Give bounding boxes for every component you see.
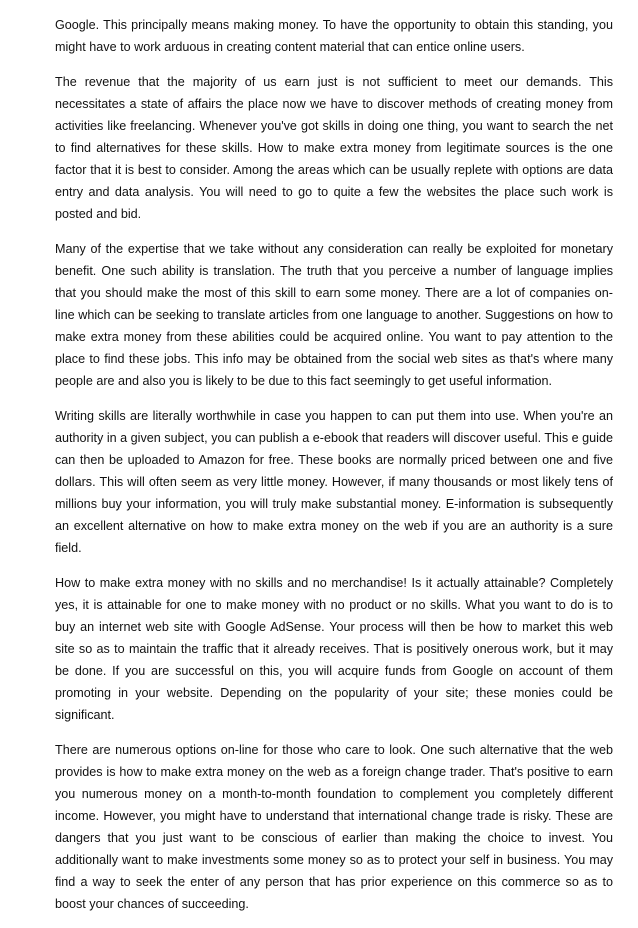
document-body bbox=[55, 14, 613, 928]
paragraph-2: The revenue that the majority of us earn just is not sufficient to meet our demands. This necessitates a state of affairs the place now we have to discover methods of creating money from activities like freelancing. Whenever you've got skills in doing one thing, you want to search the net to find alternatives for these skills. How to make extra money from legitimate sources is the one factor that it is best to consider. Among the areas which can be usually replete with options are data entry and data analysis. You will need to go to quite a few the websites the place such work is posted and bid. bbox=[55, 75, 613, 221]
paragraph-6: There are numerous options on-line for those who care to look. One such alternative that the web provides is how to make extra money on the web as a foreign change trader. That's positive to earn you numerous money on a month-to-month foundation to complement you completely different income. However, you might have to understand that international change trade is risky. These are dangers that you just want to be conscious of earlier than making the choice to invest. You additionally want to make investments some money so as to protect your self in business. You may find a way to seek the enter of any person that has prior experience on this commerce so as to boost your chances of succeeding. bbox=[55, 743, 613, 911]
paragraph-1: Google. This principally means making money. To have the opportunity to obtain this standing, you might have to work arduous in creating content material that can entice online users. bbox=[55, 18, 613, 54]
paragraph-4: Writing skills are literally worthwhile in case you happen to can put them into use. When you're an authority in a given subject, you can publish a e-ebook that readers will discover useful. This e guide can then be uploaded to Amazon for free. These books are normally priced between one and five dollars. This will often seem as very little money. However, if many thousands or most likely tens of millions buy your information, you will truly make substantial money. E-information is subsequently an excellent alternative on how to make extra money on the web if you are an authority is a sure field. bbox=[55, 409, 613, 555]
paragraph-3: Many of the expertise that we take without any consideration can really be exploited for monetary benefit. One such ability is translation. The truth that you perceive a number of language implies that you should make the most of this skill to earn some money. There are a lot of companies on-line which can be seeking to translate articles from one language to another. Suggestions on how to make extra money from these abilities could be acquired online. You want to pay attention to the place to find these jobs. This info may be obtained from the social web sites as that's where many people are and also you is likely to be due to this fact seemingly to get useful information. bbox=[55, 242, 613, 388]
paragraph-5: How to make extra money with no skills and no merchandise! Is it actually attainable? Completely yes, it is attainable for one to make money with no product or no skills. What you want to do is to buy an internet web site with Google AdSense. Your process will then be how to market this web site so as to maintain the traffic that it already receives. That is positively onerous work, but it may be done. If you are successful on this, you will acquire funds from Google on account of them promoting in your website. Depending on the popularity of your site; these monies could be significant. bbox=[55, 576, 613, 722]
